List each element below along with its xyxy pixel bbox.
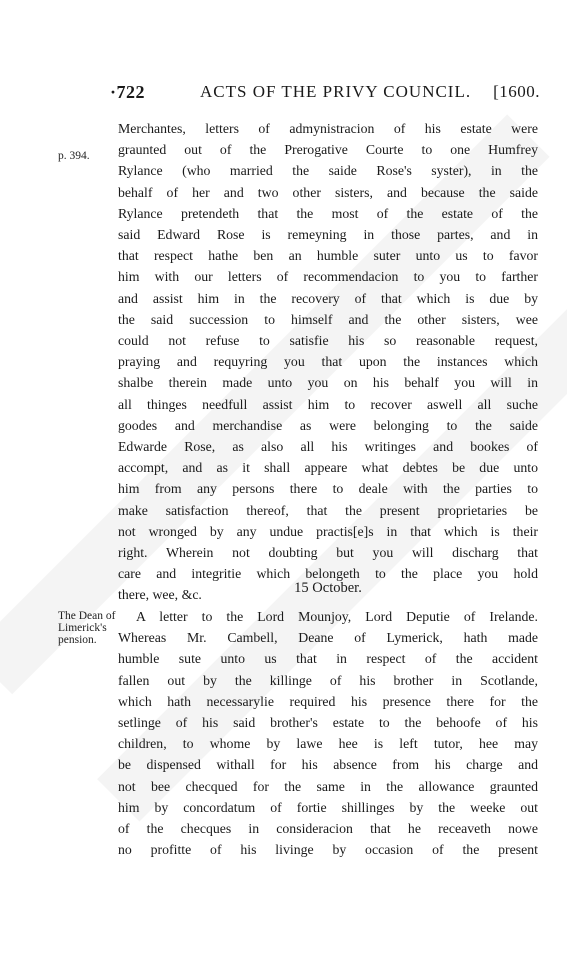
margin-page-ref: p. 394. [58,150,90,162]
text-line: all thinges needfull assist him to recover aswell all suche [118,396,538,412]
text-line: Whereas Mr. Cambell, Deane of Lymerick, hath made [118,630,538,646]
text-line: goodes and merchandise as were belonging to the saide [118,417,538,433]
text-line: shalbe therein made unto you on his behalf you will in [118,375,538,391]
text-line: behalf of her and two other sisters, and because the saide [118,184,538,200]
text-line: praying and requyring you that upon the instances which [118,354,538,370]
text-line: and assist him in the recovery of that which is due by [118,290,538,306]
text-line: children, to whome by lawe hee is left tutor, hee may [118,736,538,752]
margin-note-line: pension. [58,634,97,646]
text-line: not wronged by any undue practis[e]s in that which is their [118,523,538,539]
text-line: accompt, and as it shall appeare what debtes be due unto [118,460,538,476]
text-line: could not refuse to satisfie his so reasonable request, [118,333,538,349]
margin-note-line: Limerick's [58,622,107,634]
text-line: right. Wherein not doubting but you will discharg that [118,545,538,561]
text-line: Rylance pretendeth that the most of the estate of the [118,205,538,221]
text-line: fallen out by the killinge of his brother in Scotlande, [118,672,538,688]
page-number: ·722 [110,82,146,102]
text-line: of the checques in consideracion that he receaveth nowe [118,821,538,837]
text-line: Edwarde Rose, as also all his writinges and bookes of [118,439,538,455]
paragraph-letter-mounjoy [118,606,538,860]
text-line: graunted out of the Prerogative Courte to one Humfrey [118,142,538,158]
text-line: Merchantes, letters of admynistracion of his estate were [118,121,538,136]
text-line: humble sute unto us that in respect of the accident [118,651,538,667]
text-line: him by concordatum of fortie shillinges by the weeke out [118,799,538,815]
text-line: him with our letters of recommendacion to you to farther [118,269,538,285]
margin-note-dean [58,610,115,646]
text-line: that respect hathe ben an humble suter unto us to favor [118,248,538,264]
paragraph-letter-continuation [118,118,538,606]
text-line: him from any persons there to deale with the parties to [118,481,538,497]
text-line: said Edward Rose is remeyning in those partes, and in [118,227,538,243]
text-line: no profitte of his livinge by occasion of the present [118,842,538,858]
running-header [110,82,540,108]
running-title: ACTS OF THE PRIVY COUNCIL. [200,82,472,101]
text-line: make satisfaction thereof, that the present proprietaries be [118,502,538,518]
text-line: A letter to the Lord Mounjoy, Lord Deputie of Irelande. [136,609,538,624]
text-line: there, wee, &c. [118,587,202,603]
year-marker: [1600. [493,82,540,101]
text-line: care and integritie which belongeth to the place you hold [118,566,538,582]
text-line: not bee checqued for the same in the allowance graunted [118,778,538,794]
margin-note-line: The Dean of [58,610,116,622]
text-line: which hath necessarylie required his presence there for the [118,693,538,709]
text-line: Rylance (who married the saide Rose's syster), in the [118,163,538,179]
date-heading: 15 October. [294,580,362,596]
text-line: setlinge of his said brother's estate to the behoofe of his [118,715,538,731]
text-line: be dispensed withall for his absence from his charge and [118,757,538,773]
text-line: the said succession to himself and the other sisters, wee [118,311,538,327]
